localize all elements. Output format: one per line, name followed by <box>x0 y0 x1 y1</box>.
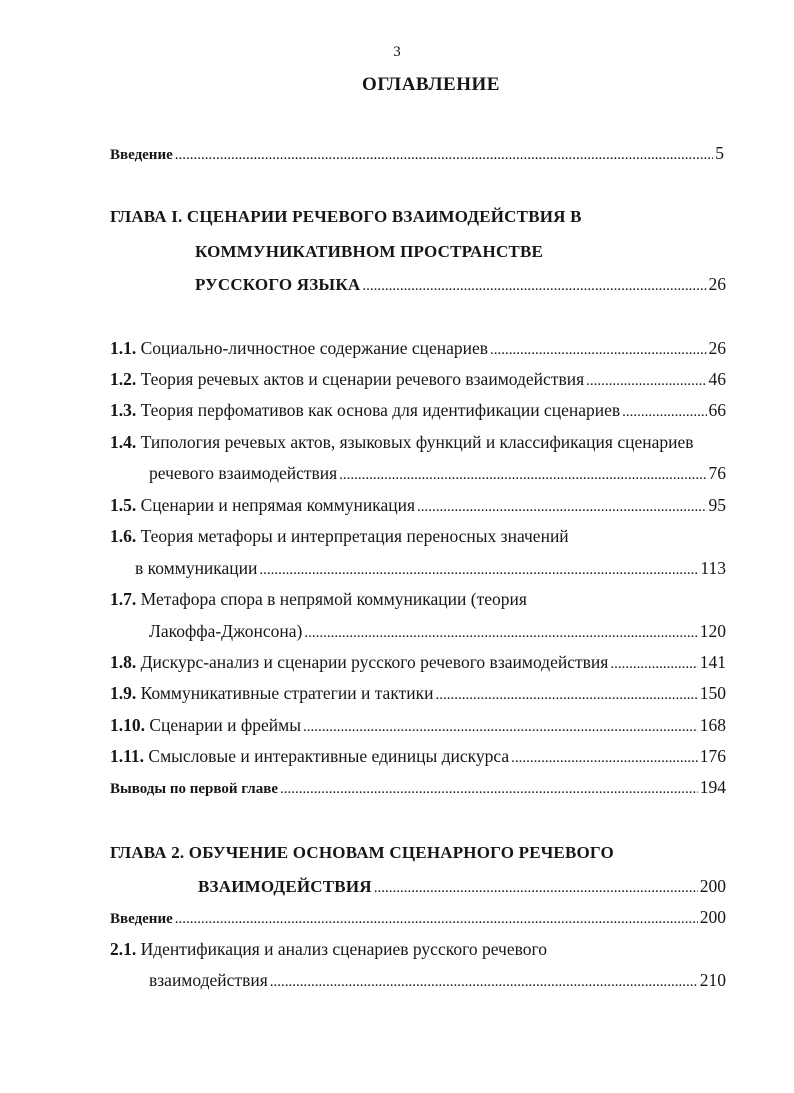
leader-dots <box>586 370 706 392</box>
leader-dots <box>610 653 697 675</box>
toc-page-number: 210 <box>699 970 726 990</box>
chapter-2-heading-line-1: ГЛАВА 2. ОБУЧЕНИЕ ОСНОВАМ СЦЕНАРНОГО РЕЧЕВОГО <box>110 843 614 862</box>
toc-page-number: 141 <box>699 652 726 672</box>
toc-entry-section-1-8[interactable] <box>110 651 726 675</box>
leader-dots <box>374 877 698 899</box>
leader-dots <box>280 778 698 800</box>
leader-dots <box>622 401 706 423</box>
toc-page-number: 76 <box>708 463 726 483</box>
toc-entry-section-1-7[interactable] <box>110 588 527 610</box>
toc-entry-label: 1.4. Типология речевых актов, языковых функций и классификация сценариев <box>110 432 694 452</box>
toc-entry-section-1-6[interactable] <box>110 525 569 547</box>
toc-entry-chapter-1[interactable] <box>195 273 726 297</box>
toc-entry-label: Лакоффа-Джонсона) <box>149 621 303 641</box>
toc-entry-section-1-5[interactable] <box>110 494 726 518</box>
toc-entry-section-1-9[interactable] <box>110 682 726 706</box>
toc-page-number: 200 <box>699 876 726 896</box>
toc-page-number: 113 <box>700 558 726 578</box>
leader-dots <box>490 339 706 361</box>
leader-dots <box>270 971 698 993</box>
toc-entry-section-1-11[interactable] <box>110 745 726 769</box>
leader-dots <box>259 559 698 581</box>
toc-entry-label: 1.10. Сценарии и фреймы <box>110 715 301 735</box>
toc-entry-label: 1.5. Сценарии и непрямая коммуникация <box>110 495 416 515</box>
leader-dots <box>511 747 698 769</box>
toc-entry-section-1-2[interactable] <box>110 368 726 392</box>
toc-entry-section-1-4[interactable] <box>110 431 694 453</box>
toc-entry-section-1-1[interactable] <box>110 337 726 361</box>
toc-entry-section-2-1-continuation[interactable] <box>149 969 726 993</box>
toc-entry-label: 1.8. Дискурс-анализ и сценарии русского речевого взаимодействия <box>110 652 609 672</box>
toc-entry-label: 1.2. Теория речевых актов и сценарии речевого взаимодействия <box>110 369 585 389</box>
toc-entry-section-1-4-continuation[interactable] <box>149 462 726 486</box>
toc-page-number: 46 <box>708 369 726 389</box>
toc-entry-label: Введение <box>110 911 173 927</box>
page-title: ОГЛАВЛЕНИЕ <box>362 74 500 95</box>
leader-dots <box>362 275 706 297</box>
toc-entry-section-1-6-continuation[interactable] <box>135 557 726 581</box>
toc-entry-label: 1.6. Теория метафоры и интерпретация переносных значений <box>110 526 569 546</box>
toc-entry-label: 2.1. Идентификация и анализ сценариев русского речевого <box>110 939 547 959</box>
toc-page-number: 5 <box>715 143 724 163</box>
leader-dots <box>304 622 697 644</box>
toc-page-number: 26 <box>708 274 726 294</box>
toc-entry-chapter-1-conclusion[interactable] <box>110 776 726 800</box>
toc-page-number: 120 <box>699 621 726 641</box>
toc-entry-label: 1.3. Теория перфомативов как основа для идентификации сценариев <box>110 400 621 420</box>
toc-entry-section-1-10[interactable] <box>110 714 726 738</box>
toc-entry-section-1-7-continuation[interactable] <box>149 620 726 644</box>
leader-dots <box>435 684 697 706</box>
toc-entry-section-1-3[interactable] <box>110 399 726 423</box>
leader-dots <box>339 464 706 486</box>
toc-page-number: 150 <box>699 683 726 703</box>
chapter-1-heading-line-1: ГЛАВА I. СЦЕНАРИИ РЕЧЕВОГО ВЗАИМОДЕЙСТВИЯ В <box>110 207 582 226</box>
toc-entry-label: Выводы по первой главе <box>110 781 278 797</box>
toc-entry-label: 1.1. Социально-личностное содержание сценариев <box>110 338 489 358</box>
toc-entry-chapter-2[interactable] <box>198 875 726 899</box>
toc-page-number: 26 <box>708 338 726 358</box>
chapter-1-heading-line-3: РУССКОГО ЯЗЫКА <box>195 275 361 294</box>
leader-dots <box>175 144 713 166</box>
toc-page-number: 66 <box>708 400 726 420</box>
toc-page-number: 200 <box>699 907 726 927</box>
toc-page-number: 95 <box>708 495 726 515</box>
toc-entry-chapter-2-introduction[interactable] <box>110 906 726 930</box>
toc-entry-label: 1.7. Метафора спора в непрямой коммуникации (теория <box>110 589 527 609</box>
toc-page-number: 176 <box>699 746 726 766</box>
toc-entry-label: взаимодействия <box>149 970 268 990</box>
chapter-2-heading-line-2: ВЗАИМОДЕЙСТВИЯ <box>198 877 372 896</box>
toc-entry-label: 1.11. Смысловые и интерактивные единицы дискурса <box>110 746 510 766</box>
chapter-1-heading-line-2: КОММУНИКАТИВНОМ ПРОСТРАНСТВЕ <box>195 242 544 261</box>
toc-page-number: 168 <box>699 715 726 735</box>
toc-entry-label: Введение <box>110 147 173 163</box>
toc-entry-label: 1.9. Коммуникативные стратегии и тактики <box>110 683 434 703</box>
leader-dots <box>417 496 706 518</box>
page-number: 3 <box>393 44 401 60</box>
leader-dots <box>175 908 698 930</box>
toc-page-number: 194 <box>699 777 726 797</box>
leader-dots <box>303 716 698 738</box>
toc-entry-label: речевого взаимодействия <box>149 463 338 483</box>
toc-entry-section-2-1[interactable] <box>110 938 547 960</box>
toc-entry-introduction[interactable] <box>110 142 724 166</box>
toc-entry-label: в коммуникации <box>135 558 258 578</box>
